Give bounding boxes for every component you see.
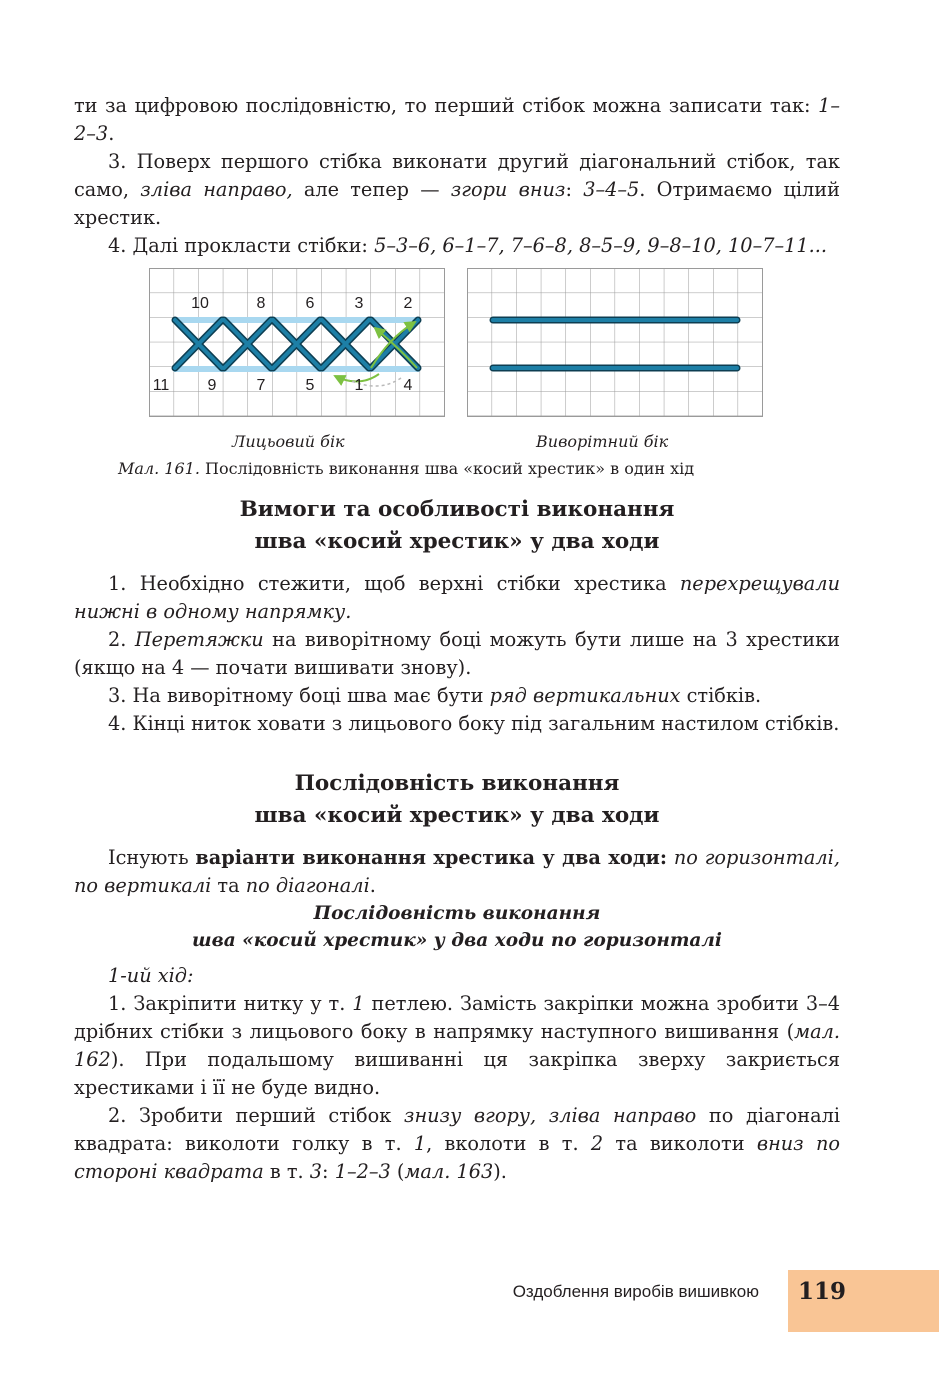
requirement-4: 4. Кінці ниток ховати з лицьового боку під загальним настилом стібків. [108, 712, 840, 735]
num-top-2: 6 [305, 295, 315, 312]
requirement-3: 3. На виворітному боці шва має бути ряд вертикальних стібків. [108, 684, 762, 707]
label-front-side: Лицьовий бік [232, 432, 345, 451]
paragraph-step-3: 3. Поверх першого стібка виконати другий діагональний стібок, так само, зліва направо, але тепер — згори вниз: 3–4–5. Отримаємо цілий хрестик. [74, 150, 840, 229]
paragraph-variants: Існують варіанти виконання хрестика у два ходи: по горизонталі, по вертикалі та по діагоналі. [74, 846, 840, 897]
num-bottom-1: 9 [207, 377, 217, 394]
requirement-2: 2. Перетяжки на виворітному боці можуть бути лише на 3 хрестики (якщо на 4 — почати вишивати знову). [74, 628, 841, 679]
heading-sequence: Послідовність виконання шва «косий хрестик» у два ходи [254, 771, 660, 828]
paragraph-step-4: 4. Далі прокласти стібки: 5–3–6, 6–1–7, 7–6–8, 8–5–9, 9–8–10, 10–7–11... [108, 234, 828, 257]
num-bottom-2: 7 [256, 377, 266, 394]
instruction-step-2: 2. Зробити перший стібок знизу вгору, зліва направо по діагоналі квадрата: виколоти голку в т. 1, вколоти в т. 2 та виколоти вниз по стороні квадрата в т. 3: 1–2–3 (мал. 163). [74, 1104, 840, 1183]
highlight-bottom-band [174, 366, 420, 372]
heading-requirements: Вимоги та особливості виконання шва «косий хрестик» у два ходи [239, 497, 675, 554]
page-content [74, 92, 840, 1186]
num-bottom-3: 5 [305, 377, 315, 394]
highlight-top-band [174, 317, 420, 323]
num-bottom-0: 11 [152, 377, 170, 394]
back-side-diagram [467, 268, 763, 418]
page-footer [0, 1270, 939, 1332]
page-number-box [788, 1270, 939, 1332]
page-number: 119 [798, 1278, 847, 1305]
pass-label: 1-ий хід: [108, 964, 194, 987]
label-back-side: Виворітний бік [536, 432, 669, 451]
num-top-3: 3 [354, 295, 364, 312]
paragraph-continuation: ти за цифровою послідовністю, то перший стібок можна записати так: 1–2–3. [74, 94, 840, 145]
front-side-diagram [149, 268, 445, 418]
figure-labels [74, 432, 840, 454]
figure-161 [74, 268, 840, 432]
requirement-1: 1. Необхідно стежити, щоб верхні стібки хрестика перехрещували нижні в одному напрямку. [74, 572, 840, 623]
figure-front-side [149, 268, 445, 418]
num-top-4: 2 [403, 295, 413, 312]
instruction-step-1: 1. Закріпити нитку у т. 1 петлею. Замість закріпки можна зробити 3–4 дрібних стібки з лицьового боку в напрямку наступного вишивання (мал. 162). При подальшому вишиванні ця закріпка зверху закриється хрестиками і її не буде видно. [74, 992, 840, 1099]
num-bottom-5: 4 [403, 377, 413, 394]
num-top-1: 8 [256, 295, 266, 312]
subheading-horizontal: Послідовність виконання шва «косий хрестик» у два ходи по горизонталі [192, 903, 722, 951]
num-top-0: 10 [191, 295, 209, 312]
figure-caption: Мал. 161. Послідовність виконання шва «косий хрестик» в один хід [118, 459, 695, 478]
section-title: Оздоблення виробів вишивкою [512, 1282, 759, 1301]
figure-back-side [467, 268, 763, 418]
num-bottom-4: 1 [354, 377, 364, 394]
